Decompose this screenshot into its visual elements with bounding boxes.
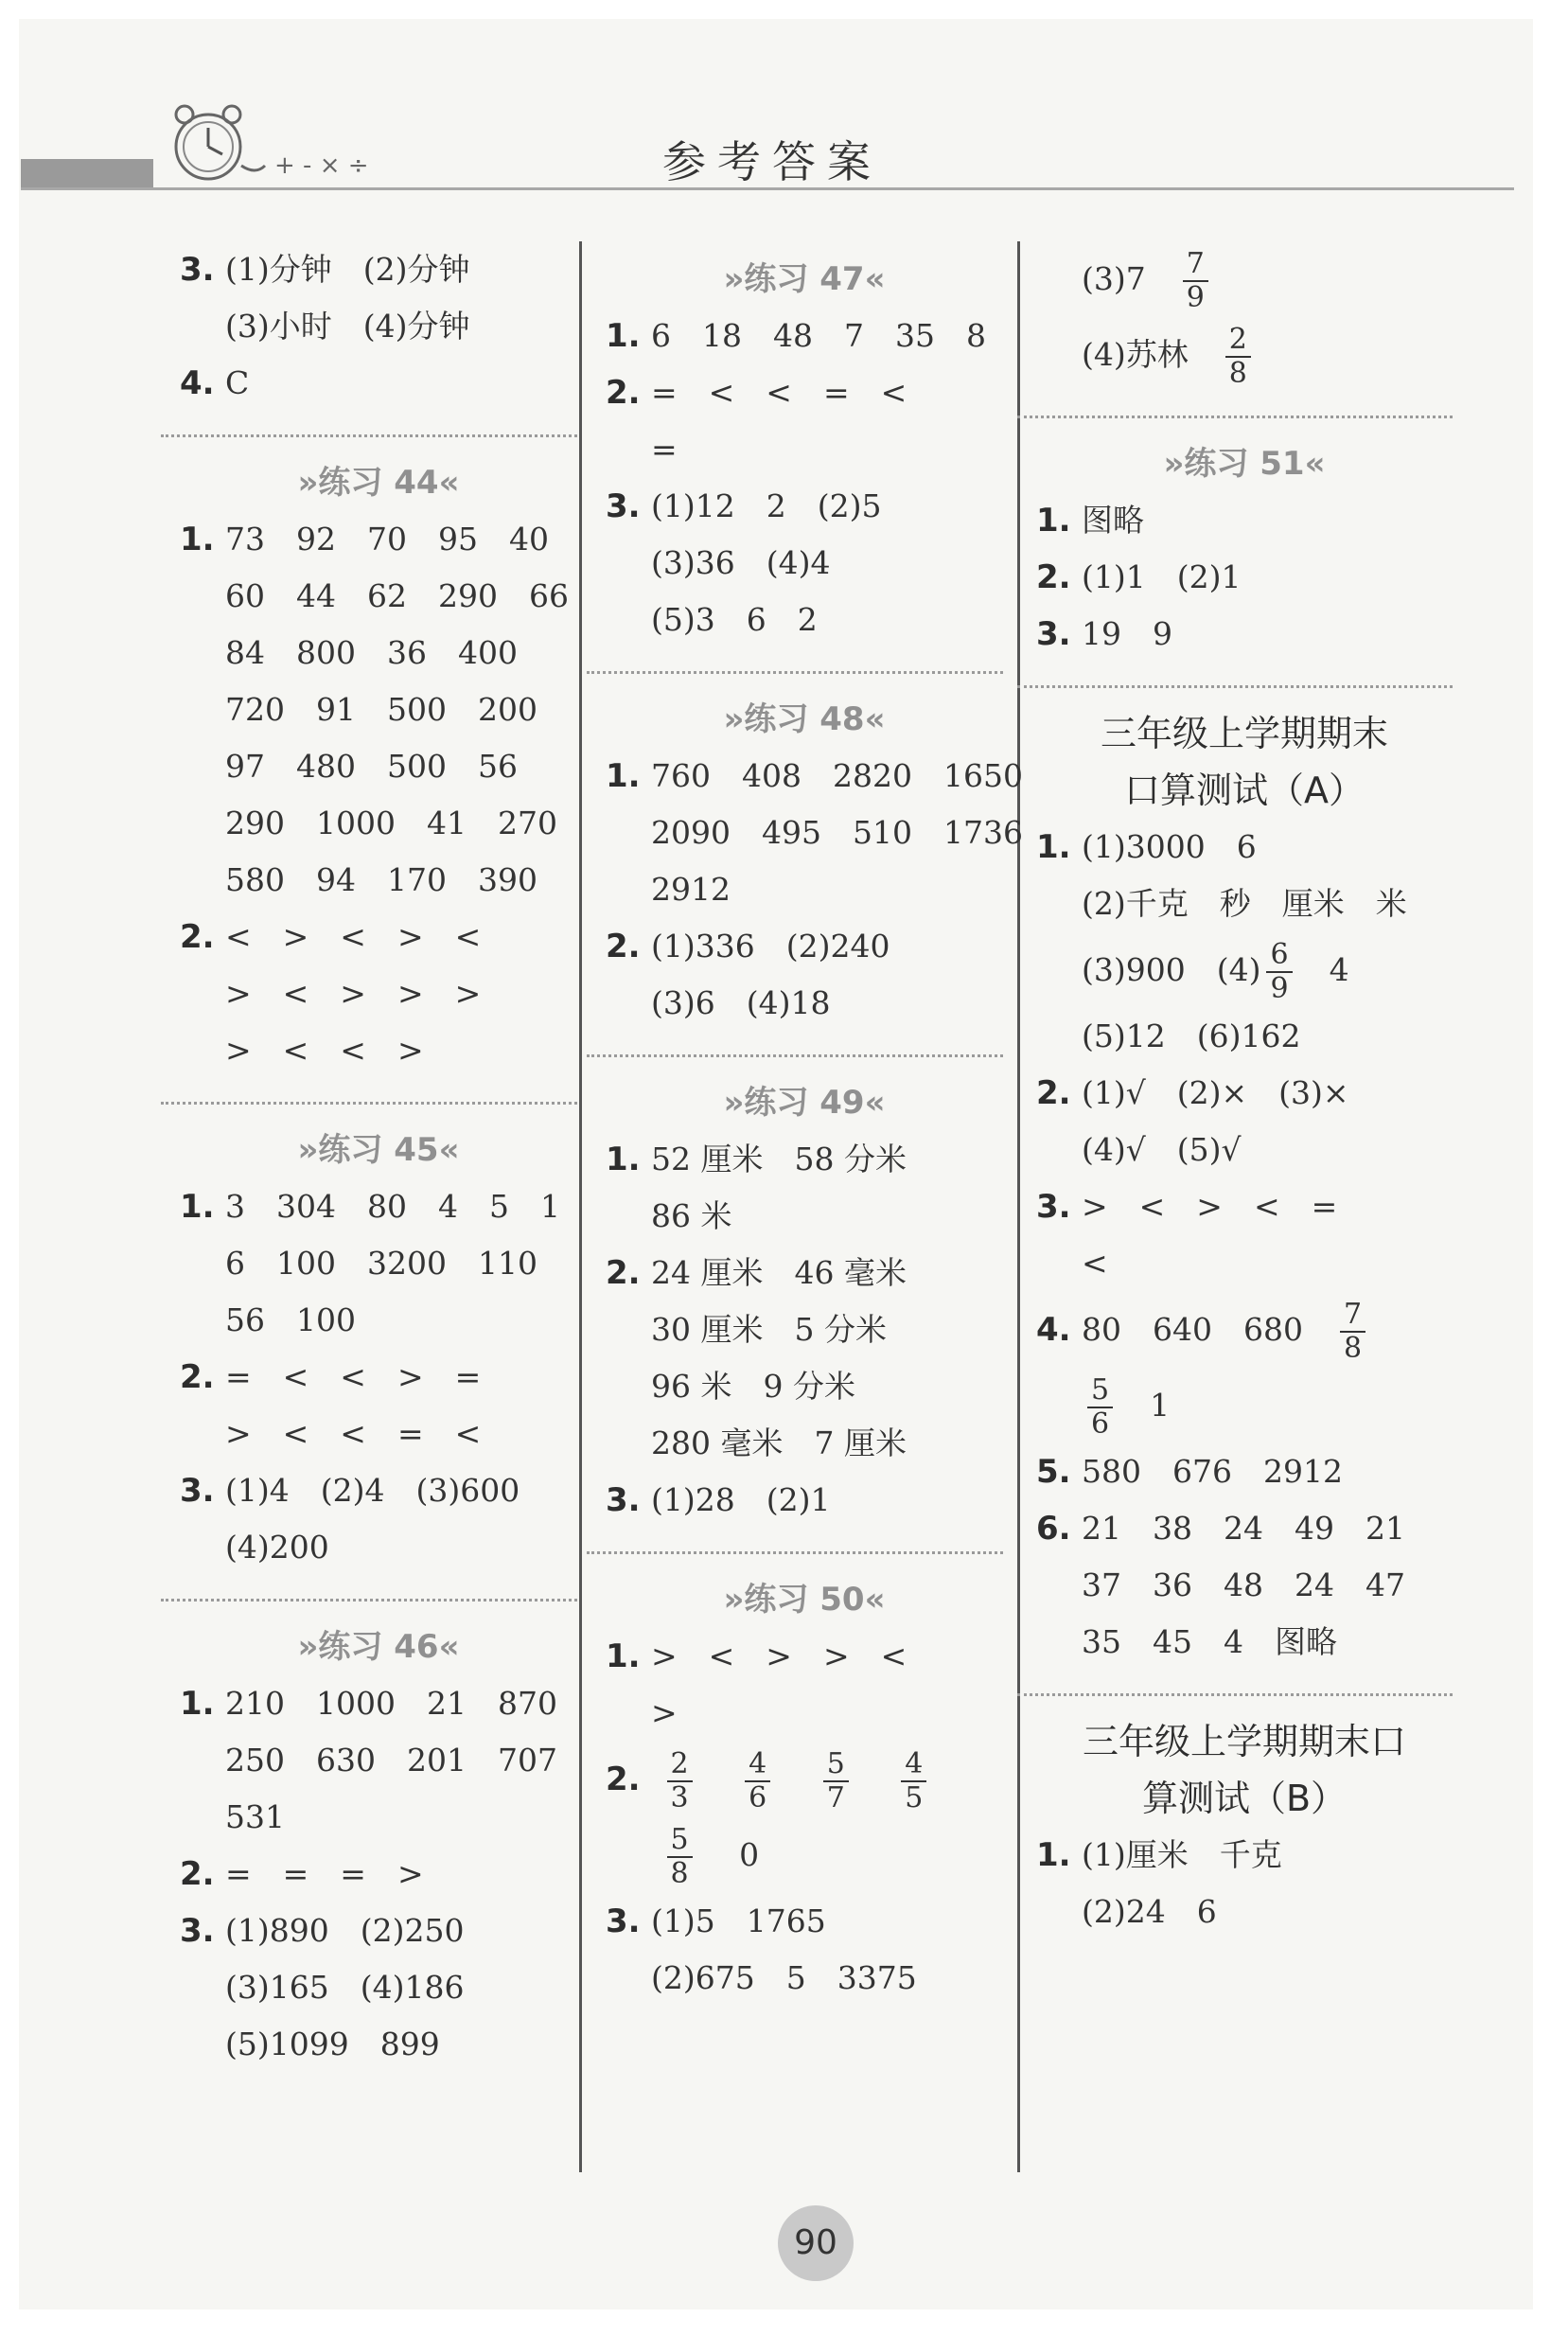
answer-row (1036, 1614, 1453, 1671)
answer-row (606, 1817, 1003, 1893)
answer-text: 760 408 2820 1650 (651, 757, 1023, 794)
answer-text: (3)6 (4)18 (651, 984, 831, 1021)
answer-text: 210 1000 21 870 (225, 1685, 557, 1722)
answer-row (606, 1950, 1003, 2007)
section-divider (587, 1054, 1003, 1057)
question-number: 3. (180, 251, 215, 289)
answer-row (1036, 1443, 1453, 1500)
answer-row (180, 1846, 577, 1902)
answer-text: 图略 (1082, 502, 1144, 539)
answer-text: > (651, 1694, 678, 1731)
answer-text: 2912 (651, 871, 731, 908)
answer-row (1036, 1178, 1453, 1235)
answer-row (1036, 492, 1453, 549)
question-number: 1. (180, 1188, 215, 1226)
answer-row (180, 511, 577, 568)
answer-text: < > < > < (225, 918, 482, 955)
answer-row (606, 1358, 1003, 1415)
answer-row (606, 1245, 1003, 1301)
answer-text: (2)千克 秒 厘米 米 (1082, 885, 1407, 922)
answer-text: 0 (739, 1836, 760, 1873)
answer-text: (3)7 (1082, 260, 1146, 297)
answer-row (606, 1893, 1003, 1950)
question-number: 2. (606, 928, 641, 965)
answer-text: 580 94 170 390 (225, 861, 537, 898)
answer-row (180, 852, 577, 909)
question-number: 2. (1036, 558, 1071, 596)
answer-row (180, 1406, 577, 1462)
answer-text: 720 91 500 200 (225, 691, 537, 728)
answer-row (606, 535, 1003, 592)
question-number: 3. (606, 1902, 641, 1940)
answer-row (1036, 1884, 1453, 1940)
question-number: 3. (180, 1912, 215, 1950)
answer-text: (1)12 2 (2)5 (651, 487, 882, 524)
test-title: 算测试（B） (1141, 1778, 1348, 1819)
answer-row (180, 1902, 577, 1959)
page-title: 参考答案 (662, 136, 882, 187)
answer-text: 290 1000 41 270 (225, 805, 557, 841)
answer-column-3 (1036, 241, 1453, 1940)
answer-row (180, 298, 577, 355)
section-divider (1017, 1693, 1453, 1696)
section-title: »练习 51« (1163, 445, 1326, 483)
answer-text: 80 640 680 (1082, 1311, 1303, 1348)
answer-text: (2)24 6 (1082, 1893, 1217, 1930)
answer-row (1036, 1557, 1453, 1614)
question-number: 2. (606, 374, 641, 412)
answer-text: 37 36 48 24 47 (1082, 1566, 1405, 1603)
answer-row (606, 1188, 1003, 1245)
answer-row (606, 592, 1003, 648)
answer-row (1036, 1827, 1453, 1884)
answer-text: (5)12 (6)162 (1082, 1018, 1301, 1054)
section-divider (1017, 416, 1453, 418)
question-number: 4. (180, 364, 215, 402)
answer-text: 4 (1329, 951, 1349, 988)
question-number: 2. (180, 1855, 215, 1893)
section-title: »练习 45« (297, 1131, 460, 1169)
question-number: 5. (1036, 1453, 1071, 1491)
test-title: 三年级上学期期末 (1100, 713, 1388, 754)
question-number: 3. (1036, 1188, 1071, 1226)
answer-row (180, 1789, 577, 1846)
answer-text: 6 100 3200 110 (225, 1245, 537, 1282)
answer-text: 19 9 (1082, 615, 1172, 652)
question-number: 1. (606, 1141, 641, 1178)
answer-text: 86 米 (651, 1197, 732, 1234)
fraction: $\frac{4}{5}$ (901, 1748, 926, 1814)
answer-text: 97 480 500 56 (225, 748, 518, 785)
answer-row (606, 421, 1003, 478)
section-title: »练习 46« (297, 1628, 460, 1666)
answer-row (180, 1519, 577, 1576)
answer-text: C (225, 364, 250, 401)
answer-row (180, 241, 577, 298)
answer-row (606, 478, 1003, 535)
answer-row (180, 2016, 577, 2073)
question-number: 1. (1036, 502, 1071, 540)
answer-row (180, 1732, 577, 1789)
answer-text: (3)165 (4)186 (225, 1969, 465, 2006)
answer-text: 1 (1150, 1387, 1171, 1424)
answer-row (606, 805, 1023, 861)
answer-row (606, 364, 1003, 421)
answer-row (1036, 876, 1453, 932)
answer-row (180, 738, 577, 795)
answer-text: 580 676 2912 (1082, 1453, 1343, 1490)
test-title: 三年级上学期期末口 (1082, 1721, 1406, 1762)
answer-text: (2)675 5 3375 (651, 1959, 917, 1996)
answer-row (180, 355, 577, 412)
fraction: $\frac{2}{8}$ (1225, 324, 1251, 390)
question-number: 6. (1036, 1510, 1071, 1548)
answer-row (1036, 1065, 1453, 1122)
answer-text: (1)3000 6 (1082, 828, 1257, 865)
question-number: 2. (180, 1358, 215, 1396)
answer-text: 73 92 70 95 40 (225, 521, 549, 557)
question-number: 1. (606, 1637, 641, 1675)
answer-text: (1)890 (2)250 (225, 1912, 465, 1949)
column-divider (579, 241, 582, 2172)
answer-row (606, 1415, 1003, 1472)
answer-row (606, 1131, 1003, 1188)
question-number: 2. (180, 918, 215, 956)
answer-row (1036, 317, 1453, 393)
answer-column-1 (180, 241, 577, 2073)
answer-text: (1)336 (2)240 (651, 928, 890, 964)
answer-text: 35 45 4 图略 (1082, 1623, 1337, 1660)
question-number: 1. (180, 1685, 215, 1723)
answer-text: > < < > (225, 1032, 424, 1069)
answer-row (1036, 1292, 1453, 1368)
answer-row (606, 1685, 1003, 1742)
fraction: $\frac{5}{6}$ (1087, 1374, 1113, 1441)
answer-row (180, 1292, 577, 1349)
answer-row (606, 861, 1003, 918)
section-divider (161, 1102, 577, 1105)
answer-text: (5)3 6 2 (651, 601, 818, 638)
section-title: »练习 49« (723, 1084, 886, 1122)
answer-row (606, 1742, 1003, 1817)
section-title: »练习 50« (723, 1581, 886, 1619)
answer-text: (1)1 (2)1 (1082, 558, 1242, 595)
section-divider (161, 434, 577, 437)
answer-text: (1)√ (2)× (3)× (1082, 1074, 1349, 1111)
answer-text: < (1082, 1245, 1108, 1282)
page-number-badge: 90 (778, 2205, 854, 2281)
answer-text: (1)分钟 (2)分钟 (225, 251, 470, 288)
answer-row (180, 965, 577, 1022)
answer-row (1036, 1235, 1453, 1292)
fraction: $\frac{7}{8}$ (1340, 1299, 1365, 1365)
question-number: 1. (606, 757, 641, 795)
answer-row (1036, 1500, 1453, 1557)
answer-text: 3 304 80 4 5 1 (225, 1188, 560, 1225)
answer-row (606, 308, 1003, 364)
answer-row (180, 568, 577, 625)
answer-row (180, 1959, 577, 2016)
answer-text: = < < > = (225, 1358, 482, 1395)
fraction: $\frac{5}{7}$ (823, 1748, 849, 1814)
answer-column-2 (606, 241, 1023, 2007)
test-title: 口算测试（A） (1124, 770, 1365, 811)
answer-text: 30 厘米 5 分米 (651, 1311, 887, 1348)
answer-row (180, 1675, 577, 1732)
answer-text: 250 630 201 707 (225, 1742, 557, 1779)
answer-text: 60 44 62 290 66 (225, 577, 569, 614)
fraction: $\frac{5}{8}$ (667, 1824, 693, 1890)
answer-row (1036, 1008, 1453, 1065)
answer-text: 2090 495 510 1736 (651, 814, 1023, 851)
alarm-clock-mascot-icon (151, 99, 369, 189)
answer-text: (1)28 (2)1 (651, 1481, 831, 1518)
answer-text: > < > > < (651, 1637, 907, 1674)
section-title: »练习 47« (723, 260, 886, 298)
answer-text: 84 800 36 400 (225, 634, 518, 671)
answer-row (180, 681, 577, 738)
answer-text: = (651, 431, 678, 468)
answer-row (180, 1022, 577, 1079)
section-title: »练习 44« (297, 464, 460, 502)
answer-text: 21 38 24 49 21 (1082, 1510, 1405, 1547)
column-divider (1017, 241, 1020, 2172)
section-divider (1017, 685, 1453, 688)
answer-row (180, 795, 577, 852)
section-divider (587, 1551, 1003, 1554)
answer-text: (4)200 (225, 1529, 329, 1566)
answer-text: 531 (225, 1798, 285, 1835)
question-number: 3. (1036, 615, 1071, 653)
fraction: $\frac{4}{6}$ (745, 1748, 770, 1814)
answer-text: (1)5 1765 (651, 1902, 826, 1939)
answer-row (606, 1472, 1003, 1529)
answer-text: > < < = < (225, 1415, 482, 1452)
question-number: 1. (180, 521, 215, 558)
answer-text: > < > > > (225, 975, 482, 1012)
answer-row (1036, 819, 1453, 876)
answer-text: 280 毫米 7 厘米 (651, 1425, 907, 1461)
question-number: 2. (606, 1761, 641, 1798)
fraction: $\frac{6}{9}$ (1266, 939, 1292, 1005)
answer-row (180, 625, 577, 681)
answer-text: 96 米 9 分米 (651, 1368, 855, 1405)
question-number: 1. (1036, 1836, 1071, 1874)
answer-row (606, 748, 1023, 805)
answer-text: (5)1099 899 (225, 2026, 440, 2062)
answer-text: 56 100 (225, 1301, 356, 1338)
section-divider (587, 671, 1003, 674)
answer-row (606, 1301, 1003, 1358)
section-divider (161, 1599, 577, 1602)
answer-text: 52 厘米 58 分米 (651, 1141, 907, 1177)
question-number: 3. (606, 1481, 641, 1519)
fraction: $\frac{7}{9}$ (1183, 248, 1208, 314)
fraction: $\frac{2}{3}$ (667, 1748, 693, 1814)
answer-row (1036, 932, 1453, 1008)
header-bar (21, 159, 153, 187)
question-number: 3. (180, 1472, 215, 1510)
answer-text: 6 18 48 7 35 8 (651, 317, 986, 354)
answer-text: (4)苏林 (1082, 336, 1189, 373)
answer-text: 24 厘米 46 毫米 (651, 1254, 907, 1291)
question-number: 1. (1036, 828, 1071, 866)
answer-row (180, 1349, 577, 1406)
answer-text: (3)36 (4)4 (651, 544, 831, 581)
answer-text: (3)小时 (4)分钟 (225, 308, 470, 345)
answer-text: (1)厘米 千克 (1082, 1836, 1282, 1873)
answer-row (606, 918, 1003, 975)
answer-row (180, 1235, 577, 1292)
answer-row (606, 1628, 1003, 1685)
question-number: 2. (606, 1254, 641, 1292)
question-number: 4. (1036, 1311, 1071, 1349)
answer-row (180, 1462, 577, 1519)
answer-text: > < > < = (1082, 1188, 1338, 1225)
answer-text: (3)900 (4) (1082, 951, 1261, 988)
answer-text: = = = > (225, 1855, 424, 1892)
answer-row (606, 975, 1003, 1032)
answer-row (1036, 1368, 1453, 1443)
answer-row (1036, 1122, 1453, 1178)
answer-text: (4)√ (5)√ (1082, 1131, 1242, 1168)
answer-text: (1)4 (2)4 (3)600 (225, 1472, 520, 1509)
answer-row (1036, 241, 1453, 317)
section-title: »练习 48« (723, 700, 886, 738)
question-number: 2. (1036, 1074, 1071, 1112)
question-number: 1. (606, 317, 641, 355)
answer-row (180, 909, 577, 965)
answer-row (180, 1178, 577, 1235)
question-number: 3. (606, 487, 641, 525)
svg-text:+ - × ÷: + - × ÷ (274, 151, 369, 180)
answer-row (1036, 549, 1453, 606)
answer-row (1036, 606, 1453, 663)
answer-text: = < < = < (651, 374, 907, 411)
